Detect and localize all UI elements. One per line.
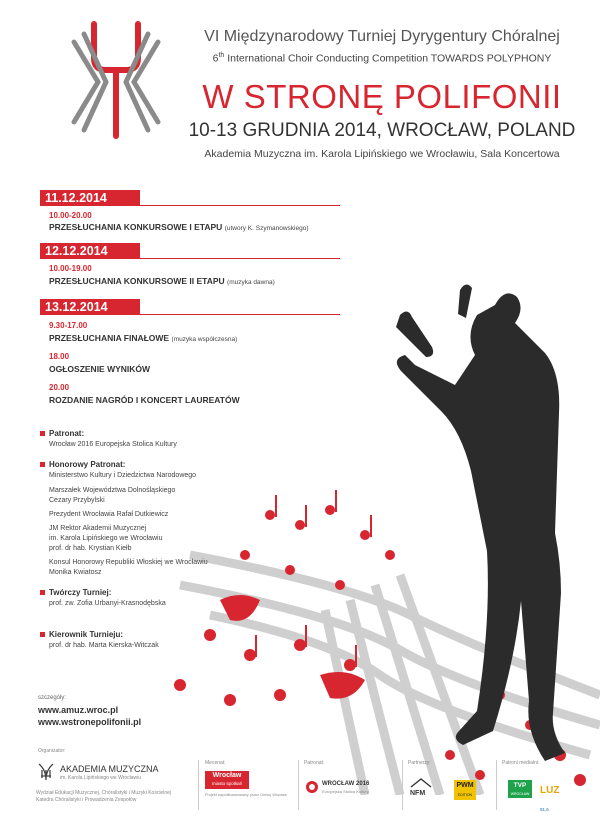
date-badge-3: 13.12.2014 (40, 299, 140, 315)
honorowy-line: Konsul Honorowy Republiki Włoskiej we Wrocławiu (49, 559, 208, 566)
honorowy-line: Ministerstwo Kultury i Dziedzictwa Narodowego (49, 472, 197, 479)
link-wstronepolifonii[interactable]: www.wstronepolifonii.pl (38, 717, 142, 727)
event-time: 18.00 (49, 352, 70, 361)
footer-divider (198, 760, 199, 810)
event-time: 9.30-17.00 (49, 321, 88, 330)
patronat-label-footer: Patronat: (304, 760, 325, 766)
date-divider (40, 205, 340, 206)
event-dates: 10-13 GRUDNIA 2014, WROCŁAW, POLAND (188, 120, 576, 141)
conductor-silhouette (396, 284, 565, 761)
bullet-square (40, 632, 45, 637)
pwm-logo: PWM EDITION (454, 780, 476, 800)
tworczy-heading: Twórczy Turniej: (49, 588, 112, 597)
honorowy-line: prof. dr hab. Krystian Kiełb (49, 545, 132, 552)
footer-divider (496, 760, 497, 810)
event-title-row: PRZESŁUCHANIA FINAŁOWE (muzyka współczesna) (49, 333, 238, 343)
links-label: szczegóły: (38, 695, 67, 701)
header-line1: VI Międzynarodowy Turniej Dyrygentury Chóralnej (204, 28, 560, 45)
wroclaw2016-icon (306, 781, 318, 793)
date-divider (40, 258, 340, 259)
event-venue: Akademia Muzyczna im. Karola Lipińskiego we Wrocławiu, Sala Koncertowa (204, 148, 560, 160)
event-time: 10.00-19.00 (49, 264, 92, 273)
bullet-square (40, 590, 45, 595)
media-label: Patroni medialni: (502, 760, 540, 766)
bullet-square (40, 431, 45, 436)
date-divider (40, 314, 340, 315)
link-amuz[interactable]: www.amuz.wroc.pl (38, 705, 119, 715)
nfm-icon (410, 778, 432, 788)
partnerzy-label: Partnerzy: (408, 760, 431, 766)
honorowy-heading: Honorowy Patronat: (49, 460, 126, 469)
honorowy-line: Cezary Przybylski (49, 497, 105, 504)
event-title-row: ROZDANIE NAGRÓD I KONCERT LAUREATÓW (49, 395, 240, 405)
academy-lyre-icon (36, 762, 56, 782)
patronat-heading: Patronat: (49, 429, 85, 438)
festival-logo (68, 18, 164, 140)
date-badge-1: 11.12.2014 (40, 190, 140, 206)
event-title-row: PRZESŁUCHANIA KONKURSOWE I ETAPU (utwory K. Szymanowskiego) (49, 222, 309, 232)
footer-divider (402, 760, 403, 810)
footer-divider (298, 760, 299, 810)
academy-sub: im. Karola Lipińskiego we Wrocławiu (60, 775, 142, 781)
honorowy-line: Prezydent Wrocławia Rafał Dutkiewicz (49, 511, 169, 518)
nfm-logo: NFM (410, 790, 426, 797)
mecenat-label: Mecenat: (205, 760, 226, 766)
event-title: W STRONĘ POLIFONII (202, 78, 562, 115)
wroclaw2016-logo: WROCŁAW 2016 (322, 781, 370, 787)
honorowy-line: Monika Kwiatosz (49, 569, 102, 576)
tworczy-line: prof. zw. Zofia Urbanyi-Krasnodębska (49, 600, 166, 607)
honorowy-line: Marszałek Województwa Dolnośląskiego (49, 487, 176, 494)
kierownik-line: prof. dr hab. Marta Kierska-Witczak (49, 642, 159, 649)
wroclaw2016-sub: Europejska Stolica Kultury (322, 789, 369, 794)
date-badge-2: 12.12.2014 (40, 243, 140, 259)
wroclaw-logo: Wrocław miasto spotkań (205, 771, 249, 789)
luz-logo: LUZ 91,6 (540, 785, 560, 812)
mecenat-note: Projekt współfinansowany przez Gminę Wrocław (205, 793, 287, 797)
tvp-logo: TVP WROCŁAW (508, 780, 532, 798)
organizer-label: Organizator: (38, 748, 66, 754)
honorowy-line: im. Karola Lipińskiego we Wrocławiu (49, 535, 163, 542)
bullet-square (40, 462, 45, 467)
header-line2: 6th International Choir Conducting Competition TOWARDS POLYPHONY (212, 52, 552, 65)
website-links (38, 704, 141, 728)
academy-dept2: Katedra Chóralistyki i Prowadzenia Zespołów (36, 797, 137, 803)
academy-name: AKADEMIA MUZYCZNA (60, 764, 159, 774)
honorowy-line: JM Rektor Akademii Muzycznej (49, 525, 147, 532)
patronat-line: Wrocław 2016 Europejska Stolica Kultury (49, 441, 177, 448)
academy-dept1: Wydział Edukacji Muzycznej, Chóralistyki i Muzyki Kościelnej (36, 790, 171, 796)
event-time: 20.00 (49, 383, 70, 392)
event-title-row: PRZESŁUCHANIA KONKURSOWE II ETAPU (muzyka dawna) (49, 276, 275, 286)
event-time: 10.00-20.00 (49, 211, 92, 220)
kierownik-heading: Kierownik Turnieju: (49, 630, 124, 639)
event-title-row: OGŁOSZENIE WYNIKÓW (49, 364, 151, 374)
